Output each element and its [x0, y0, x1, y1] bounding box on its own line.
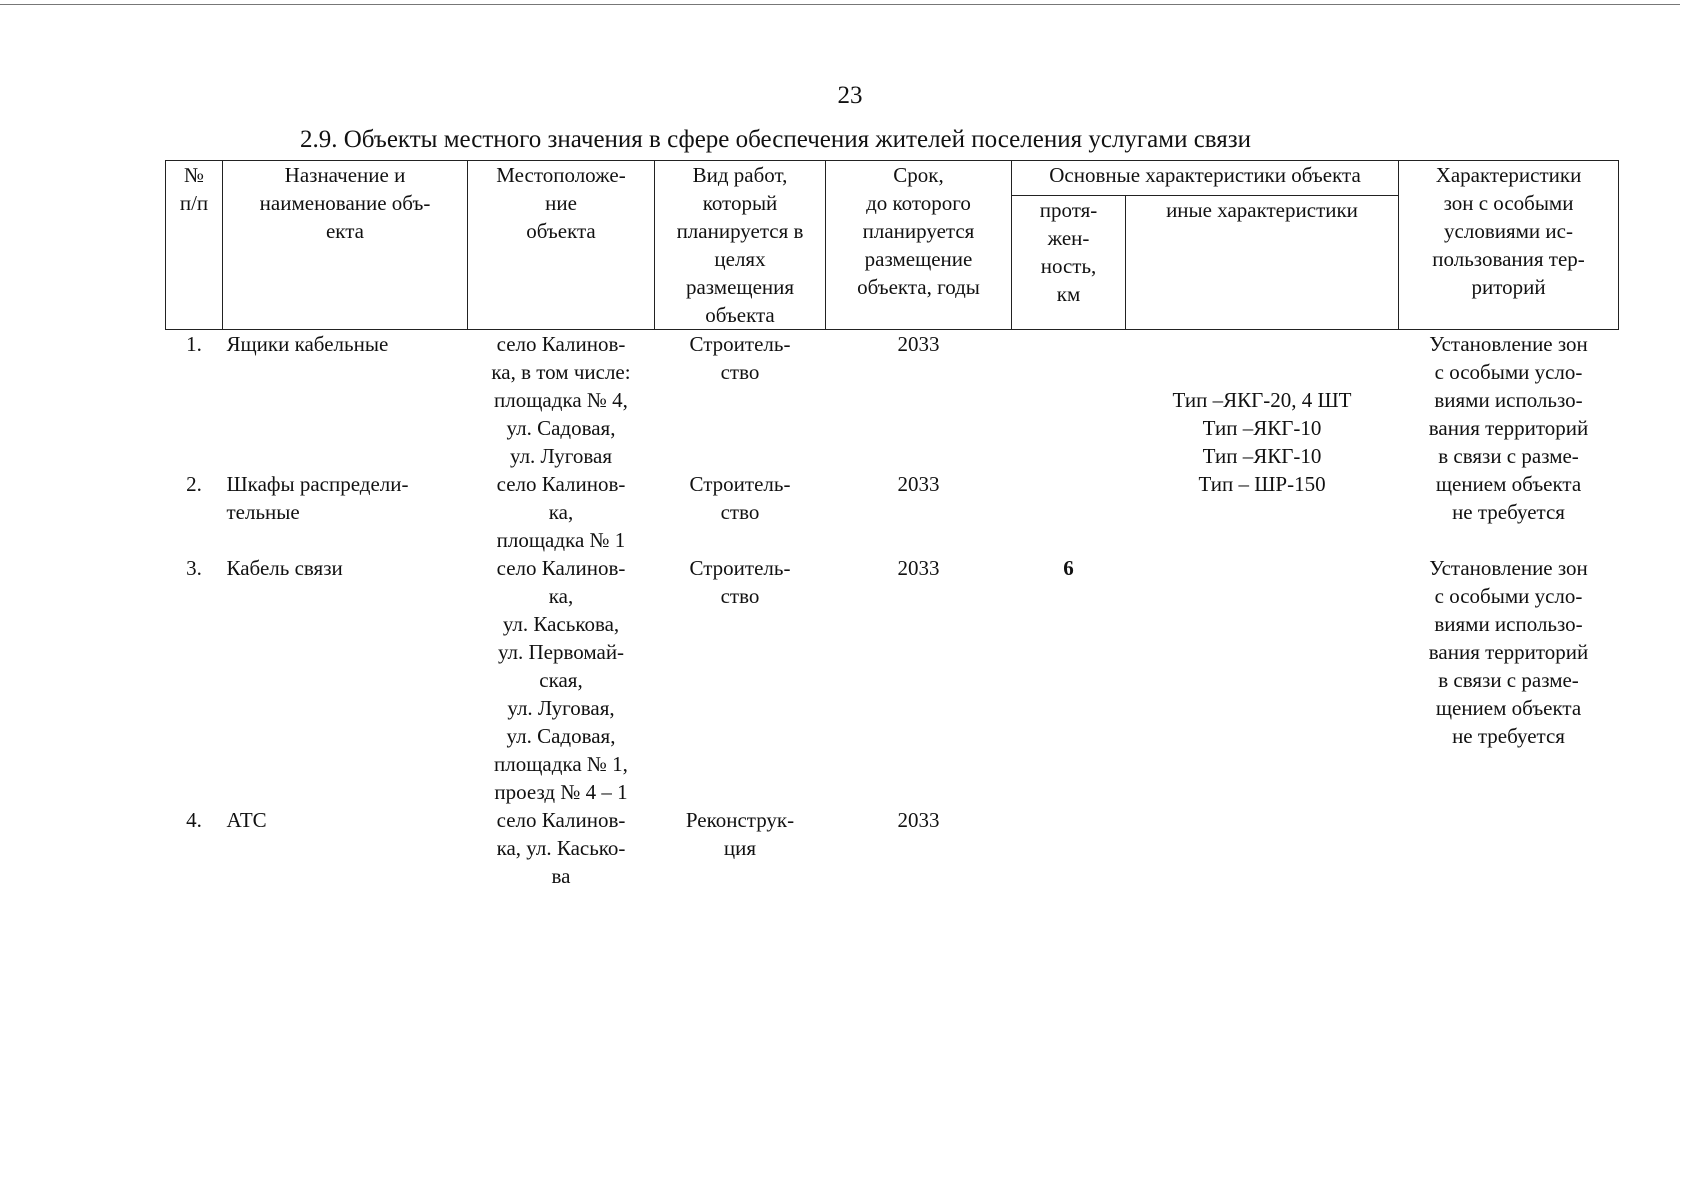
row-zones	[1399, 806, 1619, 890]
row-length: 6	[1063, 556, 1074, 580]
row-length	[1012, 470, 1126, 554]
row-other-characteristics: Тип –ЯКГ-20, 4 ШТ Тип –ЯКГ-10 Тип –ЯКГ-10	[1172, 388, 1352, 468]
table-row	[166, 470, 1619, 554]
top-rule	[0, 4, 1680, 5]
header-work-type: Вид работ, который планируется в целях размещения объекта	[655, 161, 826, 330]
row-deadline: 2033	[897, 808, 940, 832]
header-other-characteristics: иные характеристики	[1126, 195, 1399, 330]
row-deadline: 2033	[897, 332, 940, 356]
row-other-characteristics	[1126, 554, 1399, 806]
row-work-type: Реконструк- ция	[685, 808, 795, 860]
row-other-characteristics: Тип – ШР-150	[1198, 472, 1326, 496]
header-num: № п/п	[166, 161, 223, 330]
row-length	[1012, 330, 1126, 471]
header-zones: Характеристики зон с особыми условиями ис- пользования тер- риторий	[1399, 161, 1619, 330]
section-title: 2.9. Объекты местного значения в сфере обеспечения жителей поселения услугами связи	[300, 126, 1252, 153]
page-number: 23	[837, 82, 863, 109]
row-name: Шкафы распредели- тельные	[226, 472, 409, 524]
row-other-characteristics	[1126, 806, 1399, 890]
row-work-type: Строитель- ство	[689, 332, 791, 384]
table-row	[166, 330, 1619, 471]
row-num: 2.	[186, 472, 202, 496]
row-zones: Установление зон с особыми усло- виями использо- вания территорий в связи с разме- щением объекта не требуется	[1428, 556, 1589, 748]
table-header-row	[166, 161, 1619, 196]
row-location: село Калинов- ка, ул. Каськова, ул. Первомай- ская, ул. Луговая, ул. Садовая, площадка № 1, проезд № 4 – 1	[494, 556, 628, 804]
table-row	[166, 554, 1619, 806]
header-location: Местоположе- ние объекта	[468, 161, 655, 330]
row-name: Кабель связи	[226, 556, 343, 580]
row-name: АТС	[226, 808, 267, 832]
header-main-characteristics: Основные характеристики объекта	[1012, 161, 1399, 196]
table-row	[166, 806, 1619, 890]
header-length: протя- жен- ность, км	[1012, 195, 1126, 330]
row-zones: Установление зон с особыми усло- виями использо- вания территорий в связи с разме-	[1428, 332, 1589, 468]
row-zones: щением объекта не требуется	[1435, 472, 1582, 524]
header-deadline: Срок, до которого планируется размещение объекта, годы	[826, 161, 1012, 330]
row-work-type: Строитель- ство	[689, 472, 791, 524]
row-num: 3.	[186, 556, 202, 580]
row-length	[1012, 806, 1126, 890]
header-name: Назначение и наименование объ- екта	[223, 161, 468, 330]
objects-table	[165, 160, 1619, 890]
row-location: село Калинов- ка, в том числе: площадка № 4, ул. Садовая, ул. Луговая	[491, 332, 631, 468]
row-num: 4.	[186, 808, 202, 832]
row-deadline: 2033	[897, 472, 940, 496]
row-deadline: 2033	[897, 556, 940, 580]
row-location: село Калинов- ка, ул. Касько- ва	[496, 808, 626, 888]
row-location: село Калинов- ка, площадка № 1	[496, 472, 626, 552]
row-num: 1.	[186, 332, 202, 356]
row-name: Ящики кабельные	[226, 332, 389, 356]
row-work-type: Строитель- ство	[689, 556, 791, 608]
